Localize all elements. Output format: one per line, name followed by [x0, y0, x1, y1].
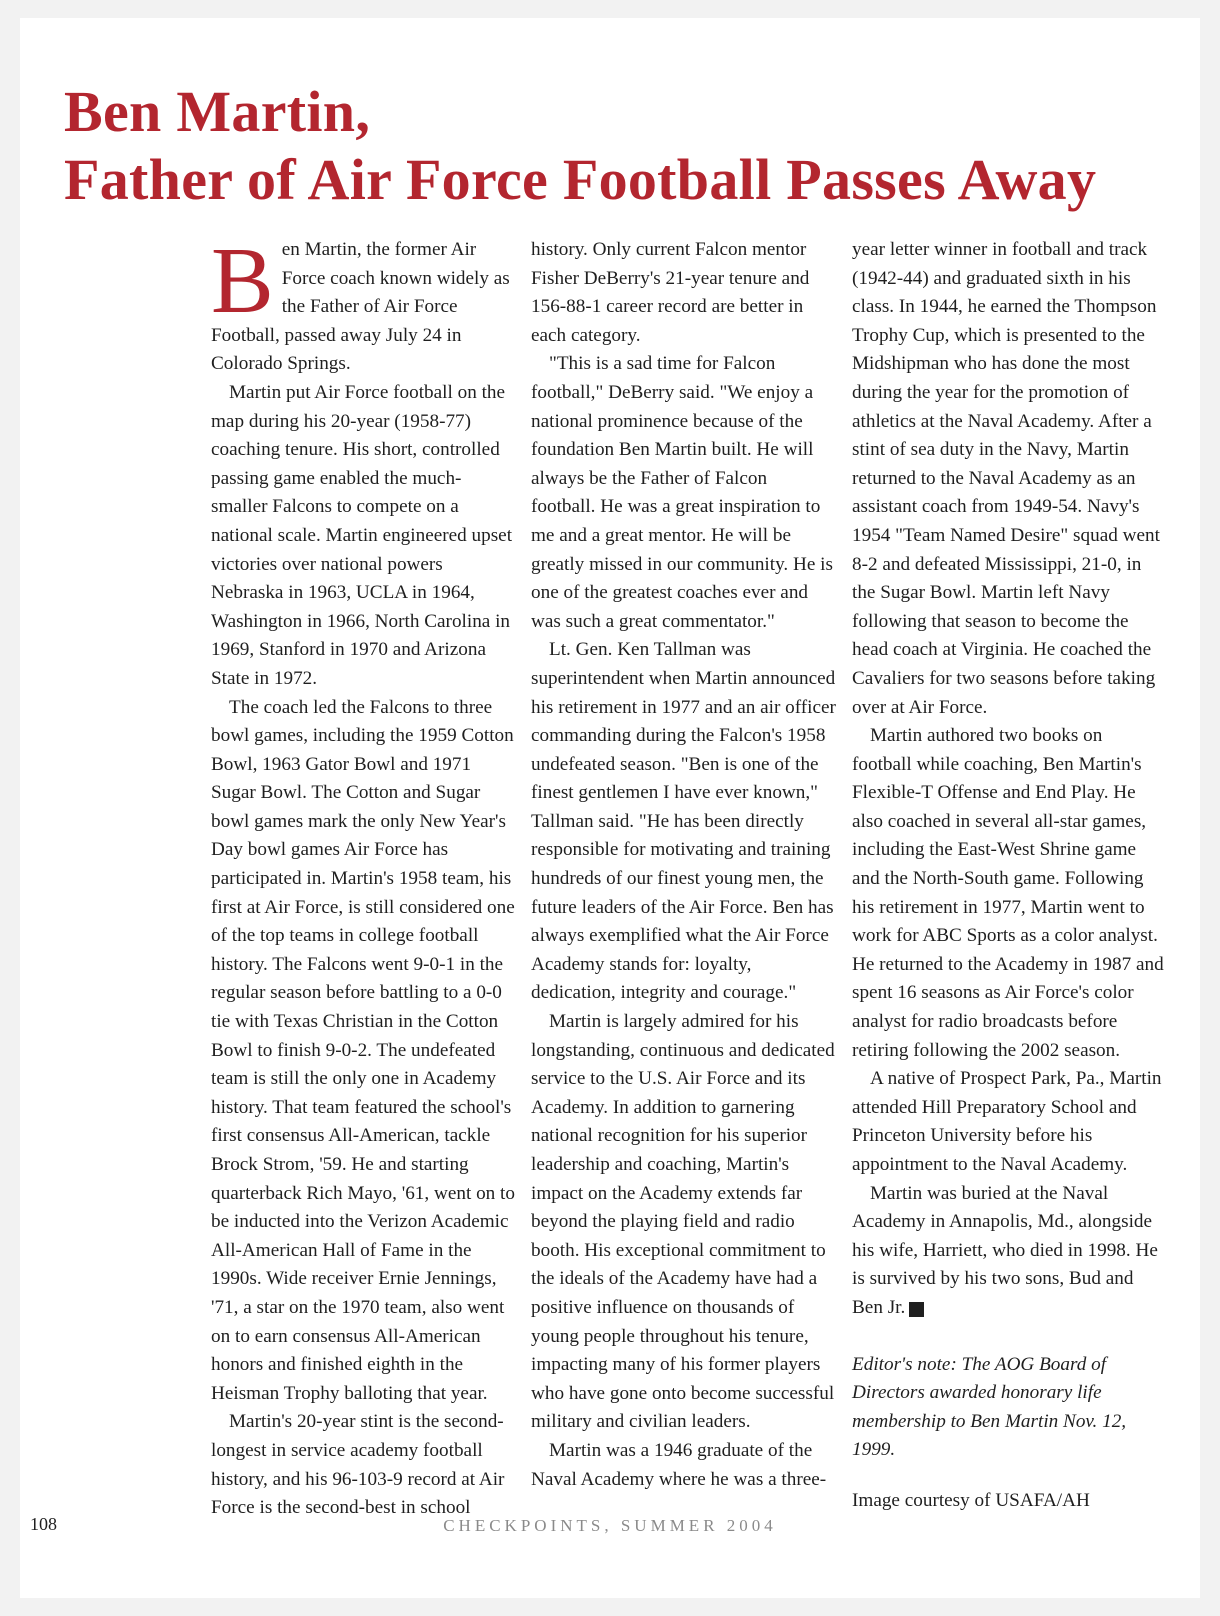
editor-note: Editor's note: The AOG Board of Directors awarded honorary life membership to Ben Martin Nov. 12, 1999. — [852, 1353, 1127, 1461]
drop-cap: B — [211, 229, 274, 333]
body-paragraph: Martin put Air Force football on the map during his 20-year (1958-77) coaching tenure. His short, controlled passing game enabled the much-smaller Falcons to compete on a national scale. Martin engineered upset victories over national powers Nebraska in 1963, UCLA in 1964, Washington in 1966, North Carolina in 1969, Stanford in 1970 and Arizona State in 1972. — [211, 381, 513, 689]
body-paragraph: Martin is largely admired for his longstanding, continuous and dedicated service to the U.S. Air Force and its Academy. In addition to garnering national recognition for his superior leadership and coaching, Martin's impact on the Academy extends far beyond the playing field and radio booth. His exceptional commitment to the ideals of the Academy have had a positive influence on thousands of young people throughout his tenure, impacting many of his former players who have gone onto become successful military and civilian leaders. — [531, 1011, 835, 1433]
image-credit: Image courtesy of USAFA/AH — [852, 1489, 1090, 1511]
title-line-2: Father of Air Force Football Passes Away — [64, 147, 1097, 212]
body-paragraph: "This is a sad time for Falcon football," DeBerry said. "We enjoy a national prominence because of the foundation Ben Martin built. He will always be the Father of Falcon football. He was a great inspiration to me and a great mentor. He will be greatly missed in our community. He is one of the greatest coaches ever and was such a great commentator." — [531, 353, 833, 632]
body-paragraph: Lt. Gen. Ken Tallman was superintendent when Martin announced his retirement in 1977 and an air officer commanding during the Falcon's 1958 undefeated season. "Ben is one of the finest gentlemen I have ever known," Tallman said. "He has been directly responsible for motivating and training hundreds of our finest young men, the future leaders of the Air Force. Ben has always exemplified what the Air Force Academy stands for: loyalty, dedication, integrity and courage." — [531, 639, 836, 1004]
body-paragraph: history. Only current Falcon mentor Fisher DeBerry's 21-year tenure and 156-88-1 career record are better in each category. — [531, 239, 810, 346]
body-paragraph: A native of Prospect Park, Pa., Martin attended Hill Preparatory School and Princeton University before his appointment to the Naval Academy. — [852, 1068, 1162, 1175]
page-number: 108 — [30, 1514, 57, 1534]
title-line-1: Ben Martin, — [64, 79, 371, 144]
column-2 — [531, 236, 836, 1494]
final-paragraph — [852, 1180, 1164, 1323]
final-paragraph-text: Martin was buried at the Naval Academy in Annapolis, Md., alongside his wife, Harriett, who died in 1998. He is survived by his two sons, Bud and Ben Jr. — [852, 1182, 1158, 1318]
body-paragraph: The coach led the Falcons to three bowl games, including the 1959 Cotton Bowl, 1963 Gator Bowl and 1971 Sugar Bowl. The Cotton and Sugar bowl games mark the only New Year's Day bowl games Air Force has participated in. Martin's 1958 team, his first at Air Force, is still considered one of the top teams in college football history. The Falcons went 9-0-1 in the regular season before battling to a 0-0 tie with Texas Christian in the Cotton Bowl to finish 9-0-2. The undefeated team is still the only one in Academy history. That team featured the school's first consensus All-American, tackle Brock Strom, '59. He and starting quarterback Rich Mayo, '61, went on to be inducted into the Verizon Academic All-American Hall of Fame in the 1990s. Wide receiver Ernie Jennings, '71, a star on the 1970 team, also went on to earn consensus All-American honors and finished eighth in the Heisman Trophy balloting that year. — [211, 696, 515, 1404]
lead-text: en Martin, the former Air Force coach known widely as the Father of Air Force Football, passed away July 24 in Colorado Springs. — [211, 239, 510, 375]
body-paragraph: Martin's 20-year stint is the second-longest in service academy football history, and his 96-103-9 record at Air Force is the second-best in school — [211, 1411, 505, 1519]
publication-footer: CHECKPOINTS, SUMMER 2004 — [443, 1516, 777, 1535]
body-paragraph: Martin authored two books on football while coaching, Ben Martin's Flexible-T Offense and End Play. He also coached in several all-star games, including the East-West Shrine game and the North-South game. Following his retirement in 1977, Martin went to work for ABC Sports as a color analyst. He returned to the Academy in 1987 and spent 16 seasons as Air Force's color analyst for radio broadcasts before retiring following the 2002 season. — [852, 725, 1164, 1061]
article-title — [64, 78, 1164, 214]
magazine-page — [20, 18, 1200, 1598]
end-mark-icon: ✓ — [909, 1302, 924, 1317]
body-paragraph: year letter winner in football and track (1942-44) and graduated sixth in his class. In 1944, he earned the Thompson Trophy Cup, which is presented to the Midshipman who has done the most during the year for the promotion of athletics at the Naval Academy. After a stint of sea duty in the Navy, Martin returned to the Naval Academy as an assistant coach from 1949-54. Navy's 1954 "Team Named Desire" squad went 8-2 and defeated Mississippi, 21-0, in the Sugar Bowl. Martin left Navy following that season to become the head coach at Virginia. He coached the Cavaliers for two seasons before taking over at Air Force. — [852, 239, 1160, 718]
body-paragraph: Martin was a 1946 graduate of the Naval Academy where he was a three- — [531, 1439, 827, 1490]
column-1 — [211, 229, 516, 1523]
lead-paragraph — [211, 229, 516, 379]
column-3 — [852, 236, 1164, 1516]
